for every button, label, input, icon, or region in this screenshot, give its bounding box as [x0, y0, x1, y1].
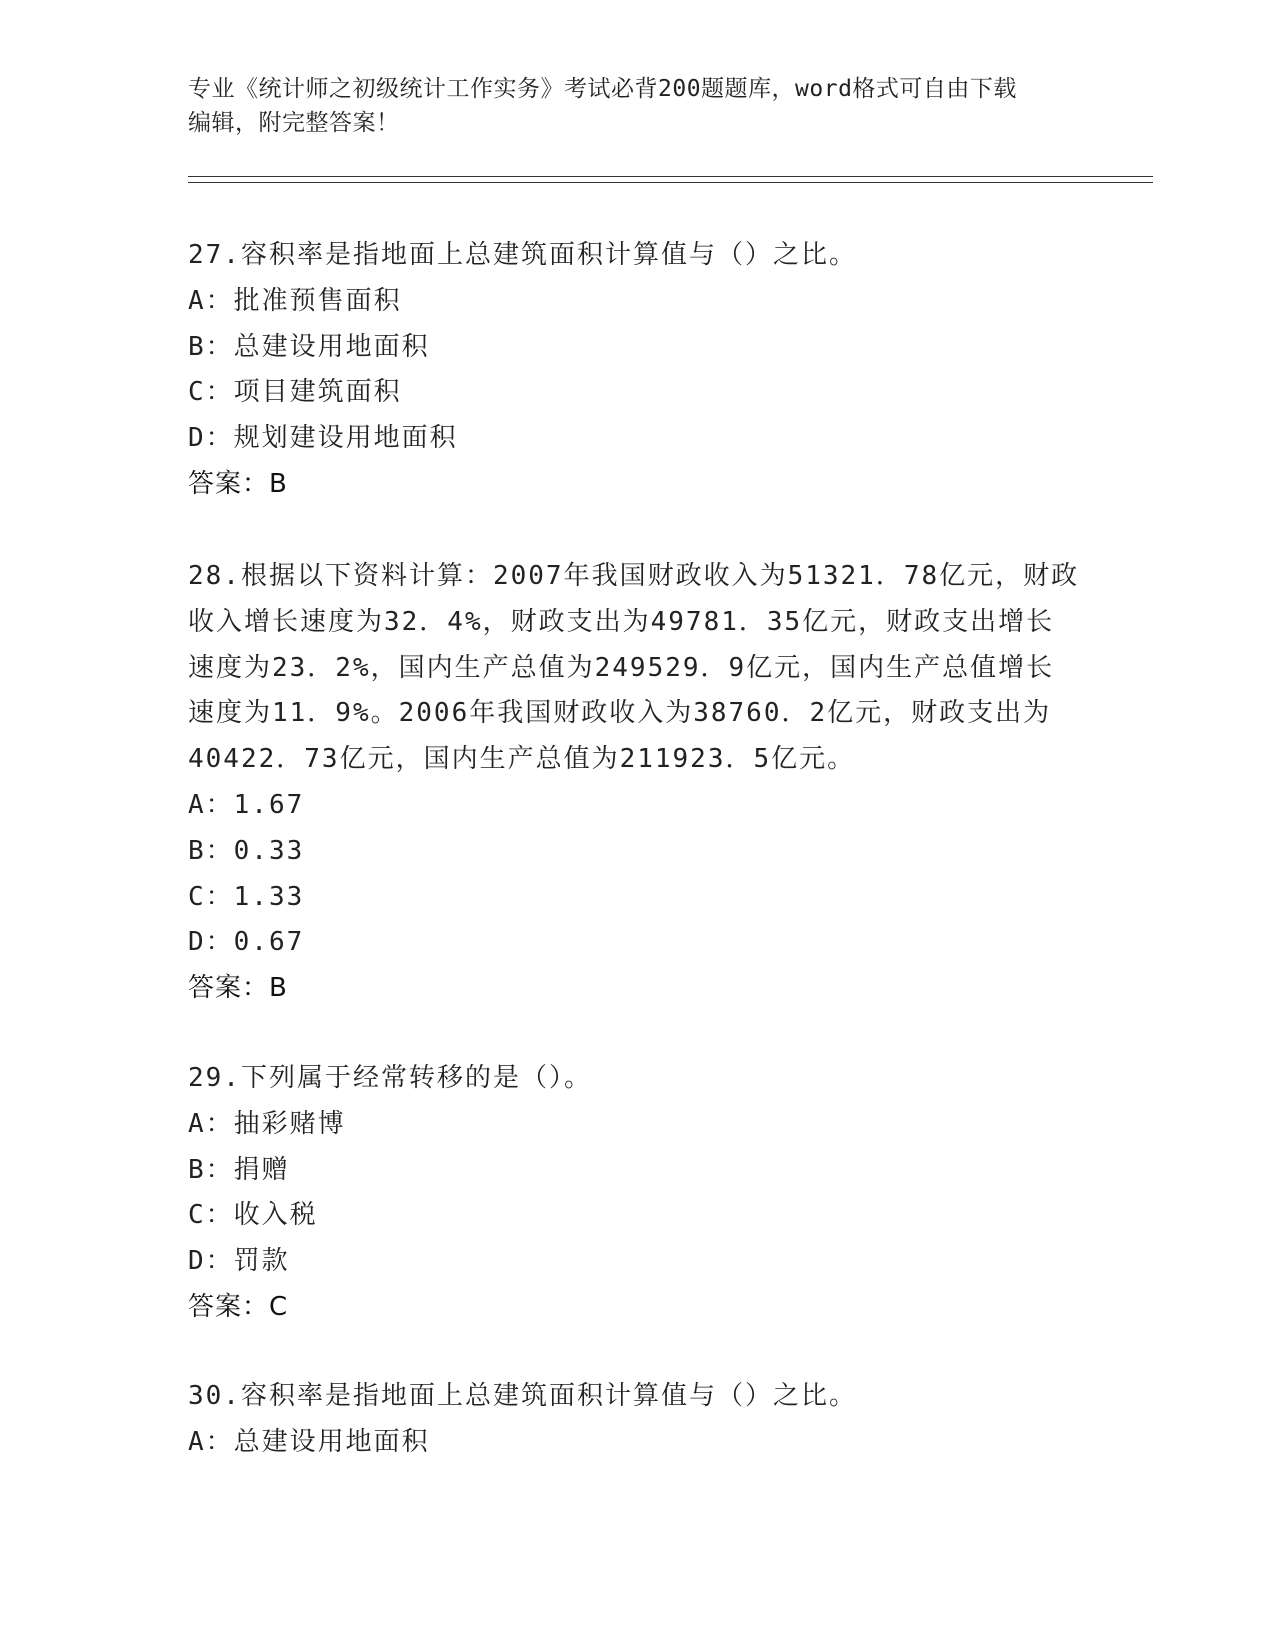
option-b: B：0.33 [188, 835, 305, 866]
option-c: C：项目建筑面积 [188, 377, 402, 408]
question-stem-line-4: 速度为11．9%。2006年我国财政收入为38760．2亿元，财政支出为 [188, 698, 1052, 729]
question-30 [188, 1374, 1088, 1466]
option-c: C：收入税 [188, 1200, 318, 1231]
option-d: D：0.67 [188, 927, 305, 958]
question-stem-line-3: 速度为23．2%，国内生产总值为249529．9亿元，国内生产总值增长 [188, 652, 1055, 683]
header-line-1: 专业《统计师之初级统计工作实务》考试必背200题题库，word格式可自由下载 [188, 76, 1017, 102]
question-stem: 27.容积率是指地面上总建筑面积计算值与（）之比。 [188, 240, 857, 270]
answer: 答案：B [188, 973, 288, 1004]
option-a: A：1.67 [188, 789, 305, 820]
question-stem-line-5: 40422．73亿元，国内生产总值为211923．5亿元。 [188, 744, 856, 775]
question-stem: 30.容积率是指地面上总建筑面积计算值与（）之比。 [188, 1381, 857, 1411]
option-b: B：捐赠 [188, 1154, 290, 1185]
option-d: D：规划建设用地面积 [188, 423, 458, 454]
option-b: B：总建设用地面积 [188, 331, 430, 362]
header-line-2: 编辑，附完整答案！ [188, 110, 400, 136]
option-c: C：1.33 [188, 881, 305, 912]
question-stem: 29.下列属于经常转移的是（）。 [188, 1063, 592, 1093]
option-d: D：罚款 [188, 1246, 290, 1277]
option-a: A：批准预售面积 [188, 285, 402, 316]
question-28 [188, 554, 1088, 1012]
document-header [188, 72, 1088, 140]
answer: 答案：B [188, 468, 288, 499]
question-stem-line-2: 收入增长速度为32．4%，财政支出为49781．35亿元，财政支出增长 [188, 606, 1055, 637]
header-divider-top [188, 176, 1153, 177]
question-stem-line-1: 28.根据以下资料计算：2007年我国财政收入为51321．78亿元，财政 [188, 561, 1080, 591]
header-divider-bottom [188, 182, 1153, 183]
option-a: A：抽彩赌博 [188, 1108, 346, 1139]
question-27 [188, 233, 1088, 508]
option-a: A：总建设用地面积 [188, 1426, 430, 1457]
question-29 [188, 1056, 1088, 1331]
answer: 答案：C [188, 1291, 289, 1322]
